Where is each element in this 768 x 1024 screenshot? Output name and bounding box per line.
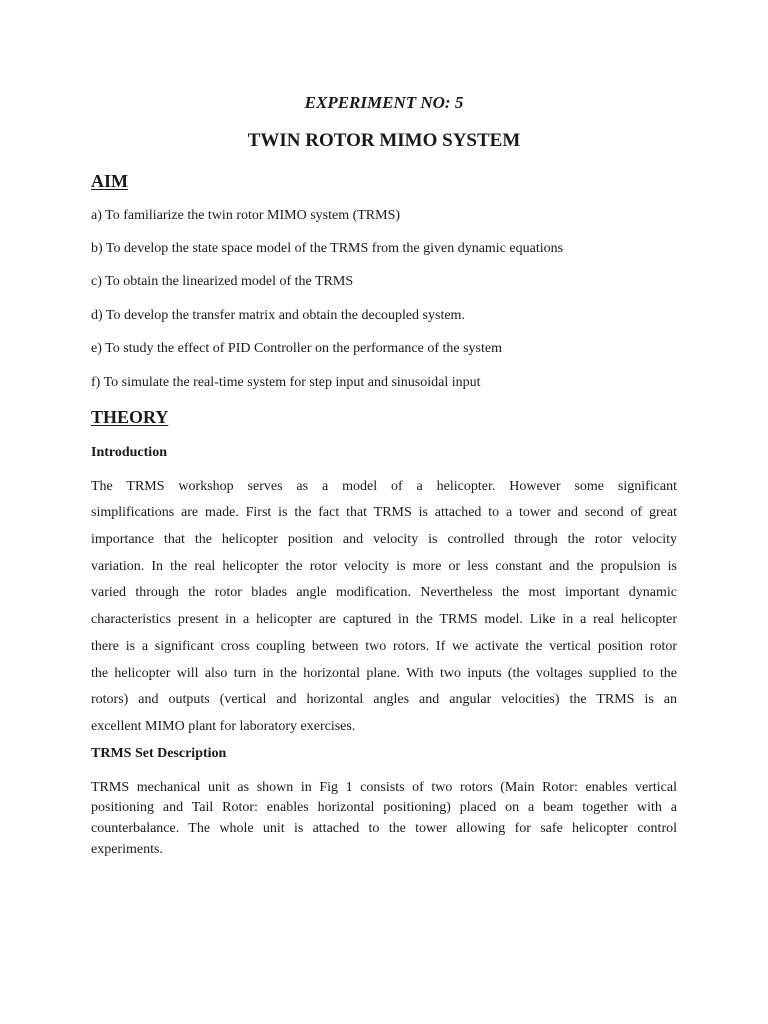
introduction-line: excellent MIMO plant for laboratory exercises. xyxy=(91,719,356,734)
introduction-line: variation. In the real helicopter the rotor velocity is more or less constant and the propulsion is xyxy=(91,559,677,574)
aim-item: e) To study the effect of PID Controller on the performance of the system xyxy=(91,341,502,356)
introduction-heading: Introduction xyxy=(91,445,167,460)
introduction-line: there is a significant cross coupling between two rotors. If we activate the vertical position rotor xyxy=(91,639,677,654)
aim-heading: AIM xyxy=(91,171,128,191)
set-description-line: experiments. xyxy=(91,842,163,857)
set-description-line: counterbalance. The whole unit is attached to the tower allowing for safe helicopter control xyxy=(91,821,677,836)
theory-heading: THEORY xyxy=(91,407,169,427)
introduction-line: the helicopter will also turn in the horizontal plane. With two inputs (the voltages supplied to the xyxy=(91,666,677,681)
document-title: TWIN ROTOR MIMO SYSTEM xyxy=(247,130,521,151)
introduction-line: varied through the rotor blades angle modification. Nevertheless the most important dynamic xyxy=(91,585,677,600)
introduction-line: characteristics present in a helicopter are captured in the TRMS model. Like in a real helicopter xyxy=(91,612,677,627)
aim-item: c) To obtain the linearized model of the TRMS xyxy=(91,274,354,289)
aim-item: b) To develop the state space model of the TRMS from the given dynamic equations xyxy=(91,241,564,256)
aim-item: f) To simulate the real-time system for step input and sinusoidal input xyxy=(91,375,481,390)
introduction-line: importance that the helicopter position and velocity is controlled through the rotor velocity xyxy=(91,532,677,547)
set-description-heading: TRMS Set Description xyxy=(91,746,227,761)
introduction-line: rotors) and outputs (vertical and horizontal angles and angular velocities) the TRMS is an xyxy=(91,692,677,707)
set-description-line: positioning and Tail Rotor: enables horizontal positioning) placed on a beam together with a xyxy=(91,800,677,815)
aim-item: a) To familiarize the twin rotor MIMO system (TRMS) xyxy=(91,208,401,223)
introduction-line: simplifications are made. First is the fact that TRMS is attached to a tower and second of great xyxy=(91,505,677,520)
set-description-line: TRMS mechanical unit as shown in Fig 1 consists of two rotors (Main Rotor: enables vertical xyxy=(91,780,677,795)
experiment-number: EXPERIMENT NO: 5 xyxy=(304,93,464,112)
introduction-line: The TRMS workshop serves as a model of a helicopter. However some significant xyxy=(91,479,677,494)
aim-item: d) To develop the transfer matrix and obtain the decoupled system. xyxy=(91,308,465,323)
